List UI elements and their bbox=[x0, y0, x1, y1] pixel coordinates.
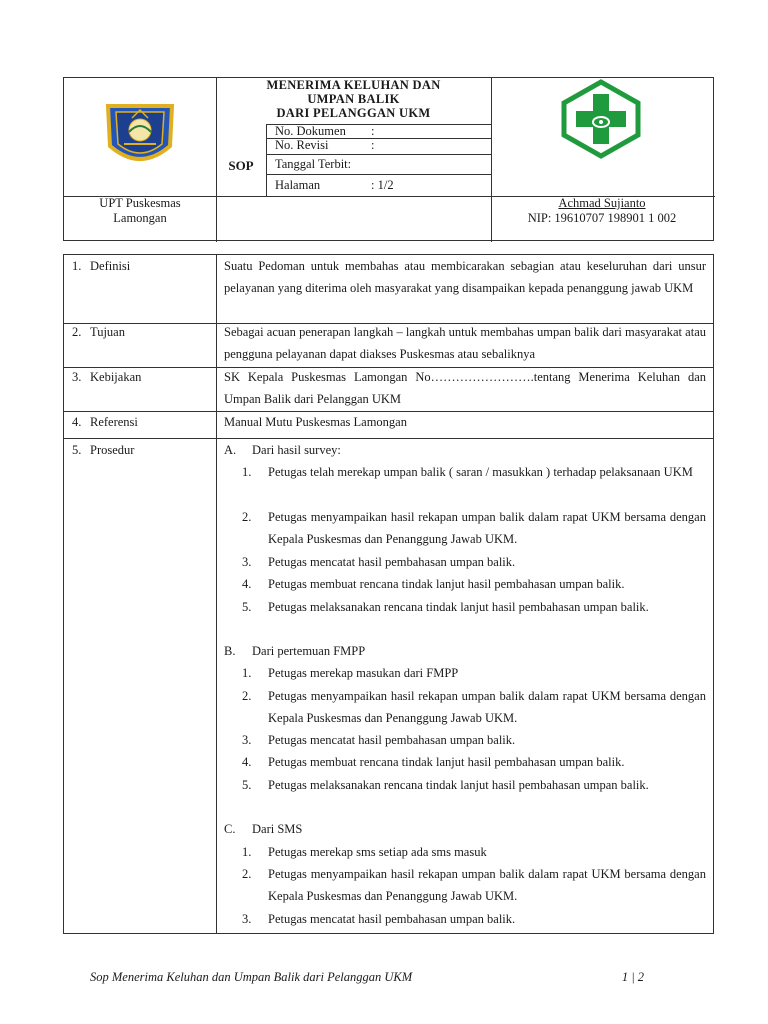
meta-value: : bbox=[371, 124, 375, 138]
procedure-item: 1. Petugas merekap masukan dari FMPP bbox=[242, 666, 459, 680]
sop-label: SOP bbox=[228, 158, 254, 173]
signer-name: Achmad Sujianto bbox=[558, 196, 646, 210]
section-label-definisi: 1. Definisi bbox=[72, 259, 131, 273]
procedure-group-c: C. Dari SMS bbox=[224, 822, 303, 836]
regency-emblem-icon bbox=[102, 98, 178, 174]
procedure-group-a: A. Dari hasil survey: bbox=[224, 443, 341, 457]
procedure-group-b: B. Dari pertemuan FMPP bbox=[224, 644, 366, 658]
meta-halaman bbox=[275, 178, 394, 192]
meta-label: No. Revisi bbox=[275, 138, 329, 152]
meta-label: Tanggal Terbit bbox=[275, 157, 348, 171]
org-line-1: UPT Puskesmas bbox=[99, 196, 181, 210]
procedure-item: 1. Petugas telah merekap umpan balik ( saran / masukkan ) terhadap pelaksanaan UKM bbox=[242, 465, 693, 479]
procedure-item: 4. Petugas membuat rencana tindak lanjut hasil pembahasan umpan balik. bbox=[242, 755, 625, 769]
meta-label: Halaman bbox=[275, 178, 321, 192]
section-text-kebijakan: SK Kepala Puskesmas Lamongan No…………………….tentang Menerima Keluhan dan Umpan Balik dari Pelanggan UKM bbox=[224, 370, 706, 406]
footer-document-title: Sop Menerima Keluhan dan Umpan Balik dari Pelanggan UKM bbox=[90, 970, 413, 984]
meta-tanggal-terbit bbox=[275, 157, 351, 171]
org-line-2: Lamongan bbox=[113, 211, 167, 225]
procedure-item: 4. Petugas membuat rencana tindak lanjut hasil pembahasan umpan balik. bbox=[242, 577, 625, 591]
organization-name bbox=[64, 196, 216, 226]
title-line-2: UMPAN BALIK bbox=[307, 92, 400, 106]
section-label-kebijakan: 3. Kebijakan bbox=[72, 370, 142, 384]
title-line-1: MENERIMA KELUHAN DAN bbox=[266, 78, 441, 92]
procedure-item: 3. Petugas mencatat hasil pembahasan umpan balik. bbox=[242, 733, 516, 747]
section-label-referensi: 4. Referensi bbox=[72, 415, 138, 429]
procedure-item: 5. Petugas melaksanakan rencana tindak lanjut hasil pembahasan umpan balik. bbox=[242, 600, 649, 614]
footer-page-number: 1 | 2 bbox=[621, 970, 644, 984]
meta-value: : bbox=[347, 157, 352, 171]
document-header-table bbox=[63, 77, 714, 241]
procedure-item: 2. Petugas menyampaikan hasil rekapan umpan balik dalam rapat UKM bersama dengan Kepala Puskesmas dan Penanggung Jawab UKM. bbox=[242, 510, 706, 546]
meta-label: No. Dokumen bbox=[275, 124, 346, 138]
procedure-item: 3. Petugas mencatat hasil pembahasan umpan balik. bbox=[242, 555, 516, 569]
title-line-3: DARI PELANGGAN UKM bbox=[276, 106, 431, 120]
procedure-item: 2. Petugas menyampaikan hasil rekapan umpan balik dalam rapat UKM bersama dengan Kepala Puskesmas dan Penanggung Jawab UKM. bbox=[242, 867, 706, 903]
signer-block bbox=[491, 196, 713, 226]
section-text-definisi: Suatu Pedoman untuk membahas atau membicarakan sebagian atau keseluruhan dari unsur pelayanan yang diterima oleh masyarakat yang disampaikan kepada penanggung jawab UKM bbox=[224, 259, 706, 295]
sop-content-table bbox=[63, 254, 714, 934]
meta-value: : bbox=[371, 138, 375, 152]
meta-no-dokumen bbox=[275, 124, 375, 138]
procedure-item: 2. Petugas menyampaikan hasil rekapan umpan balik dalam rapat UKM bersama dengan Kepala Puskesmas dan Penanggung Jawab UKM. bbox=[242, 689, 706, 725]
signer-nip: NIP: 19610707 198901 1 002 bbox=[527, 211, 677, 225]
section-label-prosedur: 5. Prosedur bbox=[72, 443, 135, 457]
sop-title bbox=[216, 78, 491, 120]
procedure-item: 3. Petugas mencatat hasil pembahasan umpan balik. bbox=[242, 912, 516, 926]
puskesmas-cross-icon bbox=[560, 78, 642, 160]
procedure-item: 5. Petugas melaksanakan rencana tindak lanjut hasil pembahasan umpan balik. bbox=[242, 778, 649, 792]
section-text-tujuan: Sebagai acuan penerapan langkah – langkah untuk membahas umpan balik dari masyarakat atau pengguna pelayanan dapat diakses Puskesmas atau sebaliknya bbox=[224, 325, 706, 361]
meta-no-revisi bbox=[275, 138, 375, 152]
section-text-referensi: Manual Mutu Puskesmas Lamongan bbox=[224, 415, 407, 429]
section-label-tujuan: 2. Tujuan bbox=[72, 325, 125, 339]
procedure-item: 1. Petugas merekap sms setiap ada sms masuk bbox=[242, 845, 487, 859]
meta-value: : 1/2 bbox=[371, 178, 394, 192]
